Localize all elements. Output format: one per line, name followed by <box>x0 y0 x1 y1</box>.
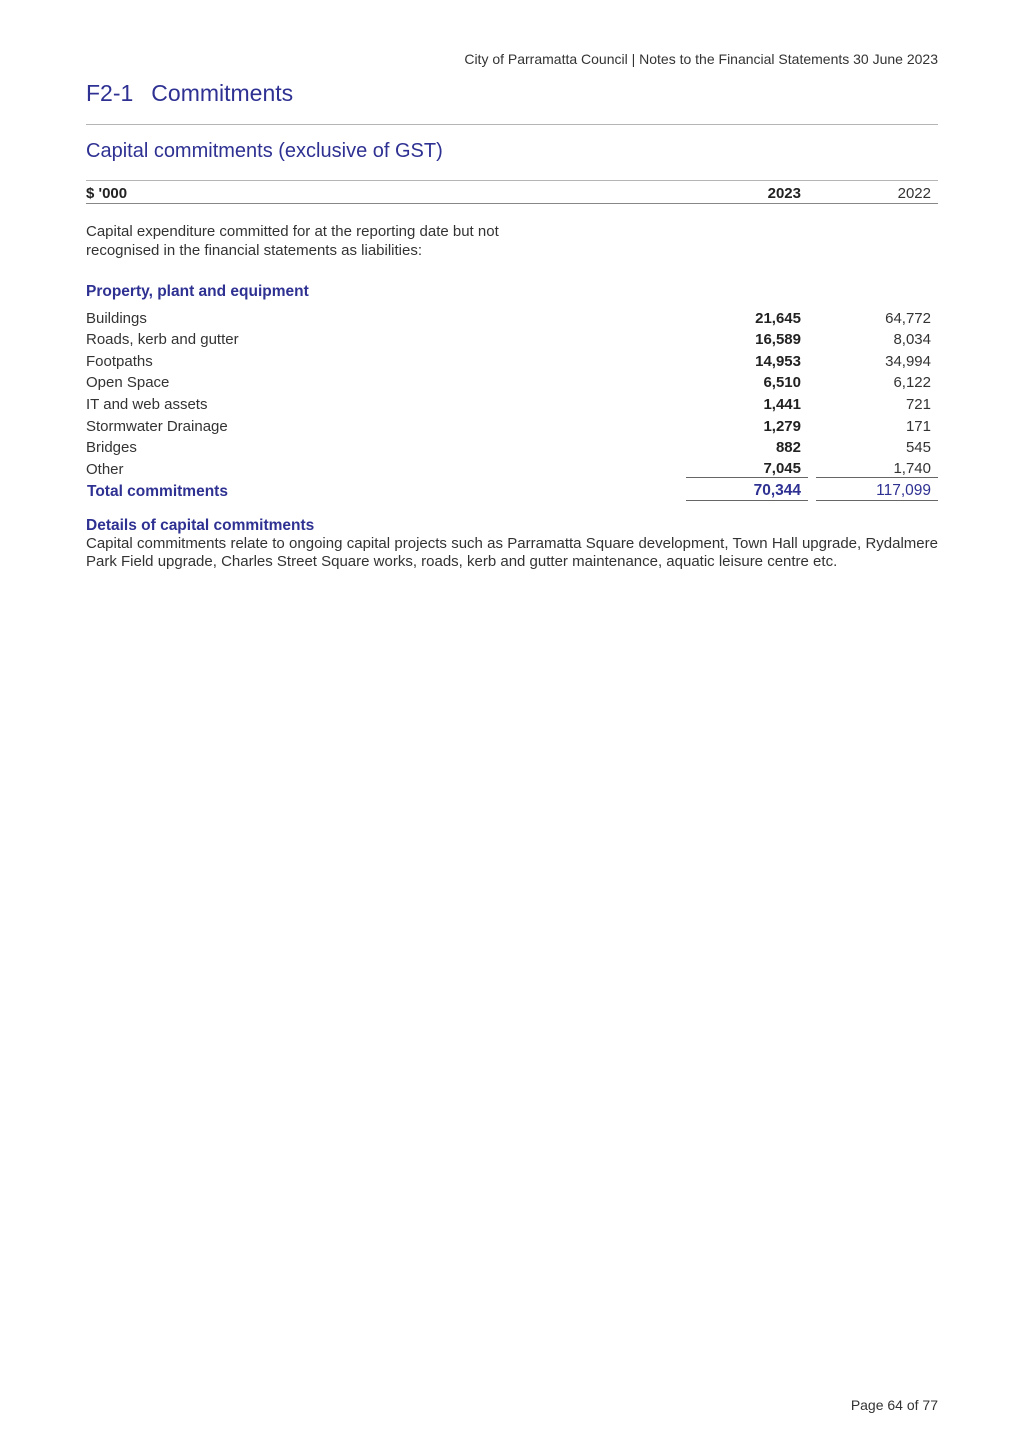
value-2022: 545 <box>905 439 931 457</box>
value-2023: 21,645 <box>755 309 801 327</box>
value-2023: 7,045 <box>686 460 808 478</box>
row-label: Other <box>86 460 124 478</box>
value-2023: 1,279 <box>763 417 801 435</box>
note-number: F2-1 <box>86 80 134 106</box>
row-label: Stormwater Drainage <box>86 417 228 435</box>
total-2023: 70,344 <box>686 482 808 501</box>
intro-text: Capital expenditure committed for at the reporting date but not recognised in the financial statements as liabilities: <box>86 223 499 259</box>
title-divider <box>86 124 938 125</box>
total-label: Total commitments <box>87 482 228 500</box>
table-row <box>86 370 938 392</box>
table-row <box>86 327 938 349</box>
value-2023: 1,441 <box>763 395 801 413</box>
note-heading <box>86 80 293 107</box>
value-2022: 64,772 <box>885 309 931 327</box>
table-header-row <box>86 180 938 204</box>
table-row <box>86 456 938 478</box>
table-row <box>86 413 938 435</box>
row-label: IT and web assets <box>86 395 208 413</box>
value-2022: 8,034 <box>893 331 931 349</box>
value-2022: 721 <box>905 395 931 413</box>
details-title: Details of capital commitments <box>86 516 315 534</box>
total-row <box>86 478 938 501</box>
unit-label: $ '000 <box>86 185 128 202</box>
value-2022: 171 <box>905 417 931 435</box>
row-label: Open Space <box>86 374 170 392</box>
running-header: City of Parramatta Council | Notes to the Financial Statements 30 June 2023 <box>464 51 938 67</box>
value-2023: 6,510 <box>763 374 801 392</box>
table-row <box>86 391 938 413</box>
row-label: Bridges <box>86 439 137 457</box>
note-title: Commitments <box>151 80 294 106</box>
total-2022: 117,099 <box>816 482 938 501</box>
value-2023: 16,589 <box>755 331 801 349</box>
details-text: Capital commitments relate to ongoing capital projects such as Parramatta Square development, Town Hall upgrade, Rydalmere Park Field upgrade, Charles Street Square works, roads, kerb and gutter maintenance, aquatic leisure centre etc. <box>86 534 938 571</box>
row-label: Roads, kerb and gutter <box>86 331 239 349</box>
value-2022: 34,994 <box>885 352 931 370</box>
table-row <box>86 435 938 457</box>
row-label: Buildings <box>86 309 147 327</box>
table-row <box>86 305 938 327</box>
value-2022: 6,122 <box>893 374 931 392</box>
group-title: Property, plant and equipment <box>86 283 309 300</box>
column-2022-header: 2022 <box>897 185 931 202</box>
row-label: Footpaths <box>86 352 153 370</box>
section-title: Capital commitments (exclusive of GST) <box>86 140 443 162</box>
value-2023: 882 <box>775 439 801 457</box>
column-2023-header: 2023 <box>767 185 801 202</box>
commitments-table <box>86 180 938 572</box>
page-number: Page 64 of 77 <box>850 1397 938 1413</box>
value-2023: 14,953 <box>755 352 801 370</box>
table-row <box>86 348 938 370</box>
value-2022: 1,740 <box>816 460 938 478</box>
